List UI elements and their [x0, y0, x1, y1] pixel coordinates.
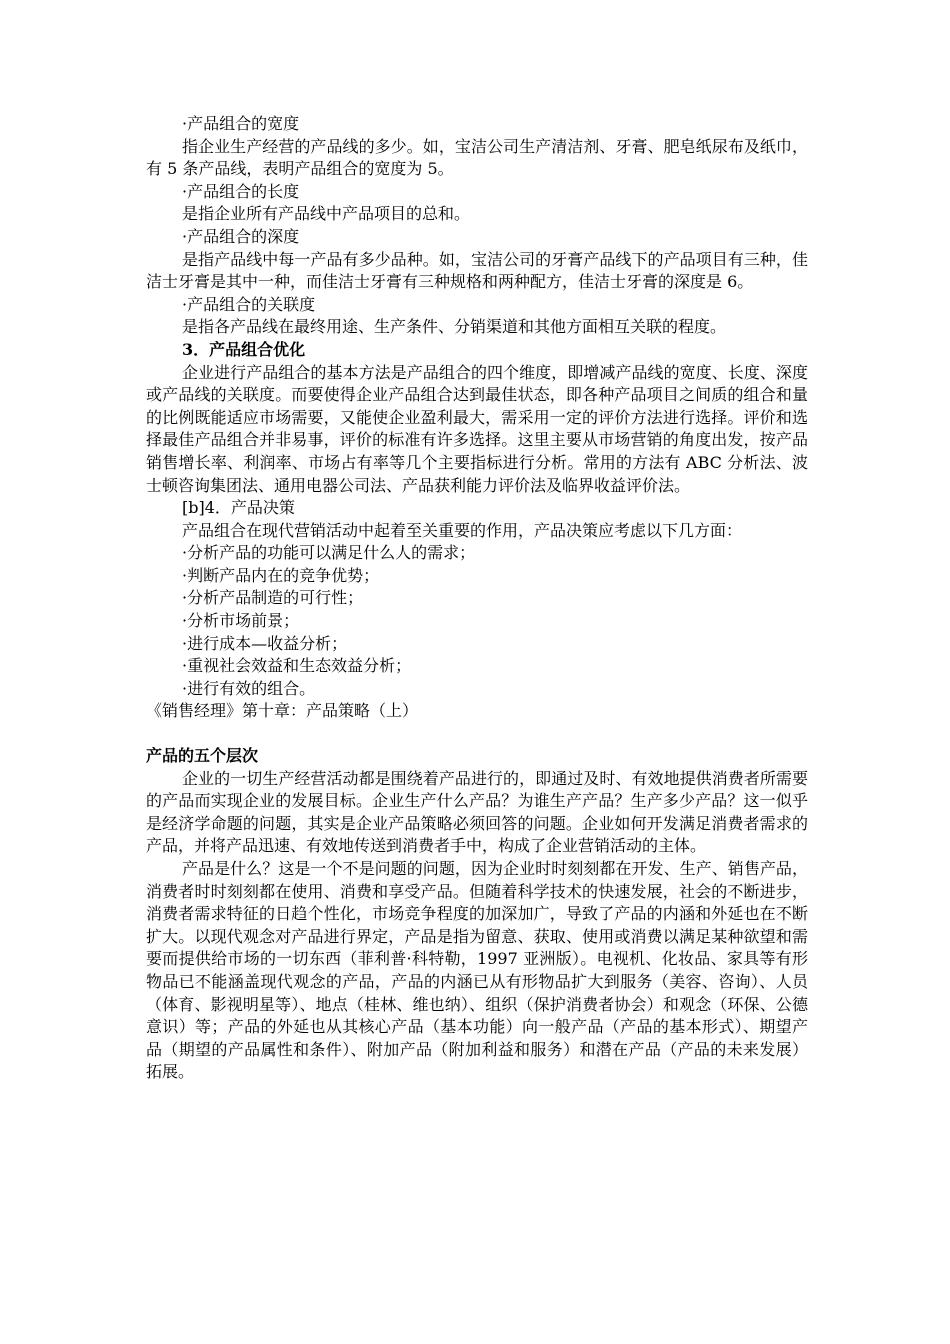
five-levels-para-1: 企业的一切生产经营活动都是围绕着产品进行的，即通过及时、有效地提供消费者所需要的产品而实现企业的发展目标。企业生产什么产品？为谁生产产品？生产多少产品？这一似乎是经济学命题的问题，其实是企业产品策略必须回答的问题。企业如何开发满足消费者需求的产品，并将产品迅速、有效地传送到消费者手中，构成了企业营销活动的主体。 — [146, 768, 808, 856]
document-page — [146, 113, 808, 1084]
decision-heading: [b]4．产品决策 — [182, 498, 295, 518]
five-levels-para-2: 产品是什么？这是一个不是问题的问题，因为企业时时刻刻都在开发、生产、销售产品，消费者时时刻刻都在使用、消费和享受产品。但随着科学技术的快速发展，社会的不断进步，消费者需求特征的日趋个性化，市场竞争程度的加深加广，导致了产品的内涵和外延也在不断扩大。以现代观念对产品进行界定，产品是指为留意、获取、使用或消费以满足某种欲望和需要而提供给市场的一切东西（菲利普·科特勒，1997 亚洲版）。电视机、化妆品、家具等有形物品已不能涵盖现代观念的产品，产品的内涵已从有形物品扩大到服务（美容、咨询）、人员（体育、影视明星等）、地点（桂林、维也纳）、组织（保护消费者协会）和观念（环保、公德意识）等；产品的外延也从其核心产品（基本功能）向一般产品（产品的基本形式）、期望产品（期望的产品属性和条件）、附加产品（附加利益和服务）和潜在产品（产品的未来发展）拓展。 — [146, 859, 808, 1082]
relevance-heading: ·产品组合的关联度 — [182, 294, 316, 314]
relevance-text: 是指各产品线在最终用途、生产条件、分销渠道和其他方面相互关联的程度。 — [182, 317, 727, 337]
length-text: 是指企业所有产品线中产品项目的总和。 — [182, 204, 471, 224]
width-heading: ·产品组合的宽度 — [182, 114, 300, 133]
list-item: ·分析产品的功能可以满足什么人的需求； — [182, 543, 476, 563]
depth-text: 是指产品线中每一产品有多少品种。如，宝洁公司的牙膏产品线下的产品项目有三种，佳洁士牙膏是其中一种，而佳洁士牙膏有三种规格和两种配方，佳洁士牙膏的深度是 6。 — [146, 249, 808, 292]
blank-line — [146, 723, 808, 745]
five-levels-heading: 产品的五个层次 — [146, 746, 259, 766]
optimization-heading: 3．产品组合优化 — [182, 339, 306, 359]
chapter-title: 《销售经理》第十章：产品策略（上） — [146, 701, 419, 721]
list-item: ·进行有效的组合。 — [182, 678, 316, 698]
decision-text: 产品组合在现代营销活动中起着至关重要的作用，产品决策应考虑以下几方面： — [182, 520, 743, 540]
optimization-text: 企业进行产品组合的基本方法是产品组合的四个维度，即增减产品线的宽度、长度、深度或产品线的关联度。而要使得企业产品组合达到最佳状态，即各种产品项目之间质的组合和量的比例既能适应市场需要，又能使企业盈利最大，需采用一定的评价方法进行选择。评价和选择最佳产品组合并非易事，评价的标准有许多选择。这里主要从市场营销的角度出发，按产品销售增长率、利润率、市场占有率等几个主要指标进行分析。常用的方法有 ABC 分析法、波士顿咨询集团法、通用电器公司法、产品获利能力评价法及临界收益评价法。 — [146, 362, 808, 495]
list-item: ·判断产品内在的竞争优势； — [182, 565, 380, 585]
list-item: ·分析市场前景； — [182, 611, 300, 631]
list-item: ·进行成本—收益分析； — [182, 633, 348, 653]
list-item: ·分析产品制造的可行性； — [182, 588, 364, 608]
list-item: ·重视社会效益和生态效益分析； — [182, 656, 412, 676]
width-text: 指企业生产经营的产品线的多少。如，宝洁公司生产清洁剂、牙膏、肥皂纸尿布及纸巾，有 5 条产品线，表明产品组合的宽度为 5。 — [146, 136, 808, 179]
depth-heading: ·产品组合的深度 — [182, 226, 300, 246]
length-heading: ·产品组合的长度 — [182, 181, 300, 201]
